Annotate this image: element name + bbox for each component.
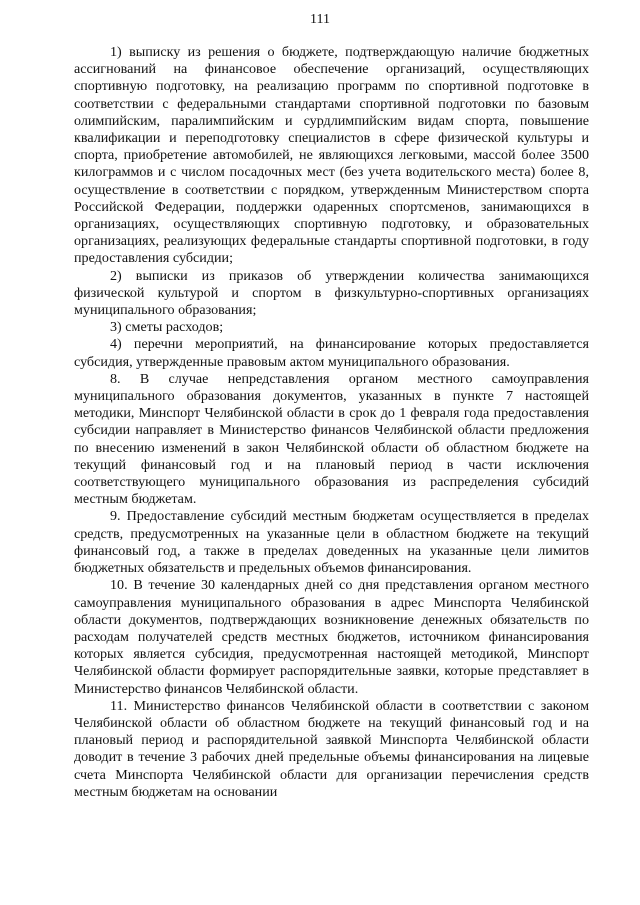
- document-body: [74, 44, 589, 801]
- paragraph-item-3: 3) сметы расходов;: [110, 319, 224, 336]
- paragraph-clause-9: 9. Предоставление субсидий местным бюджетам осуществляется в пределах средств, предусмотренных на указанные цели в областном бюджете на текущий финансовый год, а также в пределах доведенных на указанные цели лимитов бюджетных обязательств и предельных объемов финансирования.: [74, 508, 589, 577]
- paragraph-clause-8: 8. В случае непредставления органом местного самоуправления муниципального образования документов, указанных в пункте 7 настоящей методики, Минспорт Челябинской области в срок до 1 февраля года предоставления субсидии направляет в Министерство финансов Челябинской области предложения по внесению изменений в закон Челябинской области об областном бюджете на текущий финансовый год и на плановый период в части исключения соответствующего муниципального образования из распределения субсидий местным бюджетам.: [74, 370, 589, 508]
- paragraph-clause-11: 11. Министерство финансов Челябинской области в соответствии с законом Челябинской области об областном бюджете на текущий финансовый год и на плановый период и распорядительной заявкой Минспорта Челябинской области доводит в течение 3 рабочих дней предельные объемы финансирования на лицевые счета Минспорта Челябинской области для организации перечисления средств местным бюджетам на основании: [74, 697, 589, 800]
- paragraph-item-4: 4) перечни мероприятий, на финансирование которых предоставляется субсидия, утвержденные правовым актом муниципального образования.: [74, 336, 589, 370]
- paragraph-clause-10: 10. В течение 30 календарных дней со дня представления органом местного самоуправления муниципального образования в адрес Минспорта Челябинской области документов, подтверждающих возникновение денежных обязательств по расходам получателей средств местных бюджетов, источником финансирования которых является субсидия, предусмотренная настоящей методикой, Минспорт Челябинской области формирует распорядительные заявки, которые представляет в Министерство финансов Челябинской области.: [74, 577, 589, 697]
- paragraph-item-2: 2) выписки из приказов об утверждении количества занимающихся физической культурой и спортом в физкультурно-спортивных организациях муниципального образования;: [74, 267, 589, 319]
- page-number: 111: [310, 12, 330, 27]
- paragraph-item-1: 1) выписку из решения о бюджете, подтверждающую наличие бюджетных ассигнований на финансовое обеспечение организаций, осуществляющих спортивную подготовку, на реализацию программ по спортивной подготовке в соответствии с федеральными стандартами спортивной подготовки по базовым олимпийским, паралимпийским и сурдлимпийским видам спорта, повышение квалификации и переподготовку специалистов в сфере физической культуры и спорта, приобретение автомобилей, не являющихся легковыми, массой более 3500 килограммов и с числом посадочных мест (без учета водительского места) более 8, осуществление в соответствии с порядком, утвержденным Министерством спорта Российской Федерации, поддержки одаренных спортсменов, занимающихся в организациях, осуществляющих спортивную подготовку, и образовательных организациях, реализующих федеральные стандарты спортивной подготовки, в году предоставления субсидии;: [74, 44, 589, 267]
